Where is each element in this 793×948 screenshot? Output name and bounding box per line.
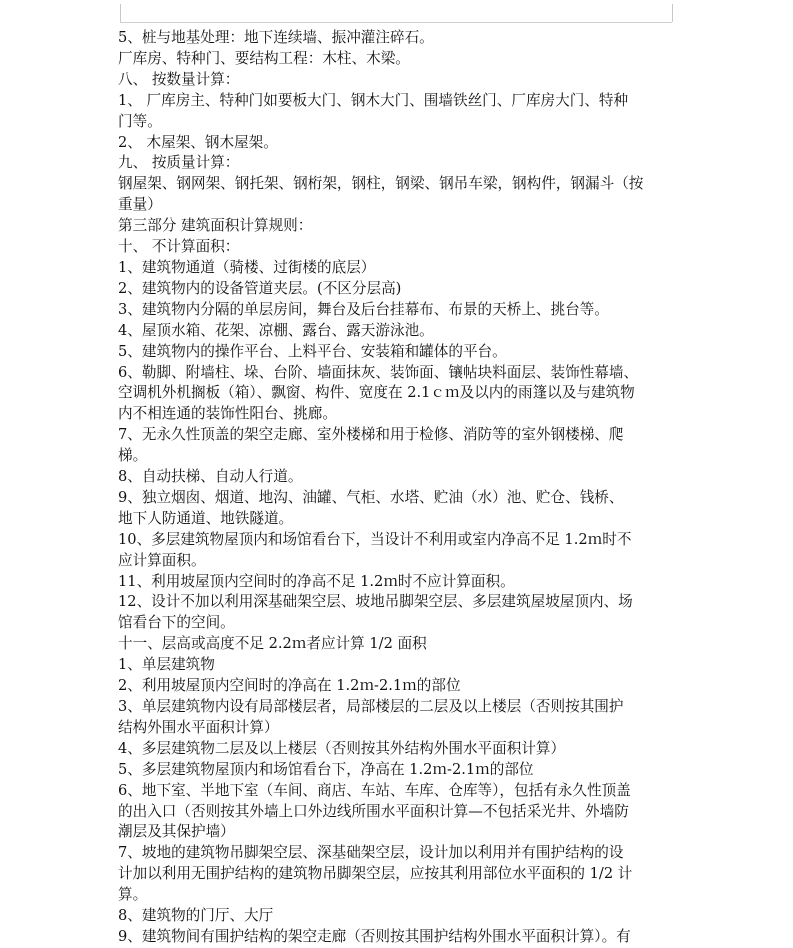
document-line: 3、建筑物内分隔的单层房间，舞台及后台挂幕布、布景的天桥上、挑台等。 xyxy=(118,300,609,318)
document-line: 1、单层建筑物 xyxy=(118,656,215,674)
document-line: 结构外围水平面积计算） xyxy=(118,718,279,736)
document-line: 12、设计不加以利用深基础架空层、坡地吊脚架空层、多层建筑屋坡屋顶内、场 xyxy=(118,593,633,611)
document-line: 7、无永久性顶盖的架空走廊、室外楼梯和用于检修、消防等的室外钢楼梯、爬 xyxy=(118,426,624,444)
document-line: 9、独立烟囱、烟道、地沟、油罐、气柜、水塔、贮油（水）池、贮仓、钱桥、 xyxy=(118,488,624,506)
document-line: 5、建筑物内的操作平台、上料平台、安装箱和罐体的平台。 xyxy=(118,342,507,360)
document-line: 11、利用坡屋顶内空间时的净高不足 1.2ｍ时不应计算面积。 xyxy=(118,572,515,590)
document-line: 2、 木屋架、钢木屋架。 xyxy=(118,133,278,151)
document-line: 2、建筑物内的设备管道夹层。(不区分层高) xyxy=(118,279,402,297)
document-line: 6、地下室、半地下室（车间、商店、车站、车库、仓库等），包括有永久性顶盖 xyxy=(118,781,631,799)
document-line: 地下人防通道、地铁隧道。 xyxy=(118,509,294,527)
document-line: 8、自动扶梯、自动人行道。 xyxy=(118,468,303,486)
document-line: 门等。 xyxy=(118,112,162,130)
document-line: 3、单层建筑物内设有局部楼层者，局部楼层的二层及以上楼层（否则按其围护 xyxy=(118,698,624,715)
document-line: 应计算面积。 xyxy=(118,551,206,569)
document-line: 8、建筑物的门厅、大厅 xyxy=(118,907,274,925)
document-line: 5、多层建筑物屋顶内和场馆看台下，净高在 1.2ｍ-2.1ｍ的部位 xyxy=(118,760,534,778)
document-line: 算。 xyxy=(118,886,148,904)
document-line: 4、多层建筑物二层及以上楼层（否则按其外结构外围水平面积计算） xyxy=(118,739,566,757)
document-line: 重量） xyxy=(118,196,162,214)
document-line: 10、多层建筑物屋顶内和场馆看台下，当设计不利用或室内净高不足 1.2ｍ时不 xyxy=(118,530,632,548)
document-line: 馆看台下的空间。 xyxy=(118,614,235,632)
document-line: 2、利用坡屋顶内空间时的净高在 1.2ｍ-2.1ｍ的部位 xyxy=(118,677,461,695)
document-line: 计加以利用无围护结构的建筑物吊脚架空层，应按其利用部位水平面积的 1/2 计 xyxy=(118,865,633,883)
document-line: 内不相连通的装饰性阳台、挑廊。 xyxy=(118,405,337,423)
document-line: 1、 厂库房主、特种门如要板大门、钢木大门、围墙铁丝门、厂库房大门、特种 xyxy=(118,91,629,109)
document-line: 八、 按数量计算： xyxy=(118,70,240,88)
document-line: 十一、层高或高度不足 2.2ｍ者应计算 1/2 面积 xyxy=(118,635,427,653)
document-line: 5、桩与地基处理：地下连续墙、振冲灌注碎石。 xyxy=(118,29,434,46)
page-top-margin-rule xyxy=(120,22,672,23)
document-line: 厂库房、特种门、要结构工程：木柱、木梁。 xyxy=(118,49,410,67)
document-line: 钢屋架、钢网架、钢托架、钢桁架，钢柱，钢梁、钢吊车梁，钢构件，钢漏斗（按 xyxy=(118,175,644,193)
document-line: 空调机外机搁板（箱）、飘窗、构件、宽度在 2.1ｃｍ及以内的雨篷以及与建筑物 xyxy=(118,384,635,402)
document-line: 7、坡地的建筑物吊脚架空层、深基础架空层，设计加以利用并有围护结构的设 xyxy=(118,844,624,862)
document-line: 梯。 xyxy=(118,447,148,465)
document-line: 4、屋顶水箱、花架、凉棚、露台、露天游泳池。 xyxy=(118,321,434,339)
document-line: 9、建筑物间有围护结构的架空走廊（否则按其围护结构外围水平面积计算）。有 xyxy=(118,927,631,945)
document-line: 九、 按质量计算： xyxy=(118,154,240,172)
document-line: 第三部分 建筑面积计算规则： xyxy=(118,217,313,235)
document-line: 6、勒脚、附墙柱、垛、台阶、墙面抹灰、装饰面、镶帖块料面层、装饰性幕墙、 xyxy=(118,363,639,381)
right-margin-marker xyxy=(672,4,673,22)
document-line: 1、建筑物通道（骑楼、过街楼的底层） xyxy=(118,258,376,276)
document-line: 潮层及其保护墙） xyxy=(118,823,235,841)
document-line: 十、 不计算面积： xyxy=(118,238,240,256)
document-line: 的出入口（否则按其外墙上口外边线所围水平面积计算—不包括采光井、外墙防 xyxy=(118,802,629,820)
left-margin-marker xyxy=(120,4,121,22)
document-body xyxy=(118,28,678,948)
